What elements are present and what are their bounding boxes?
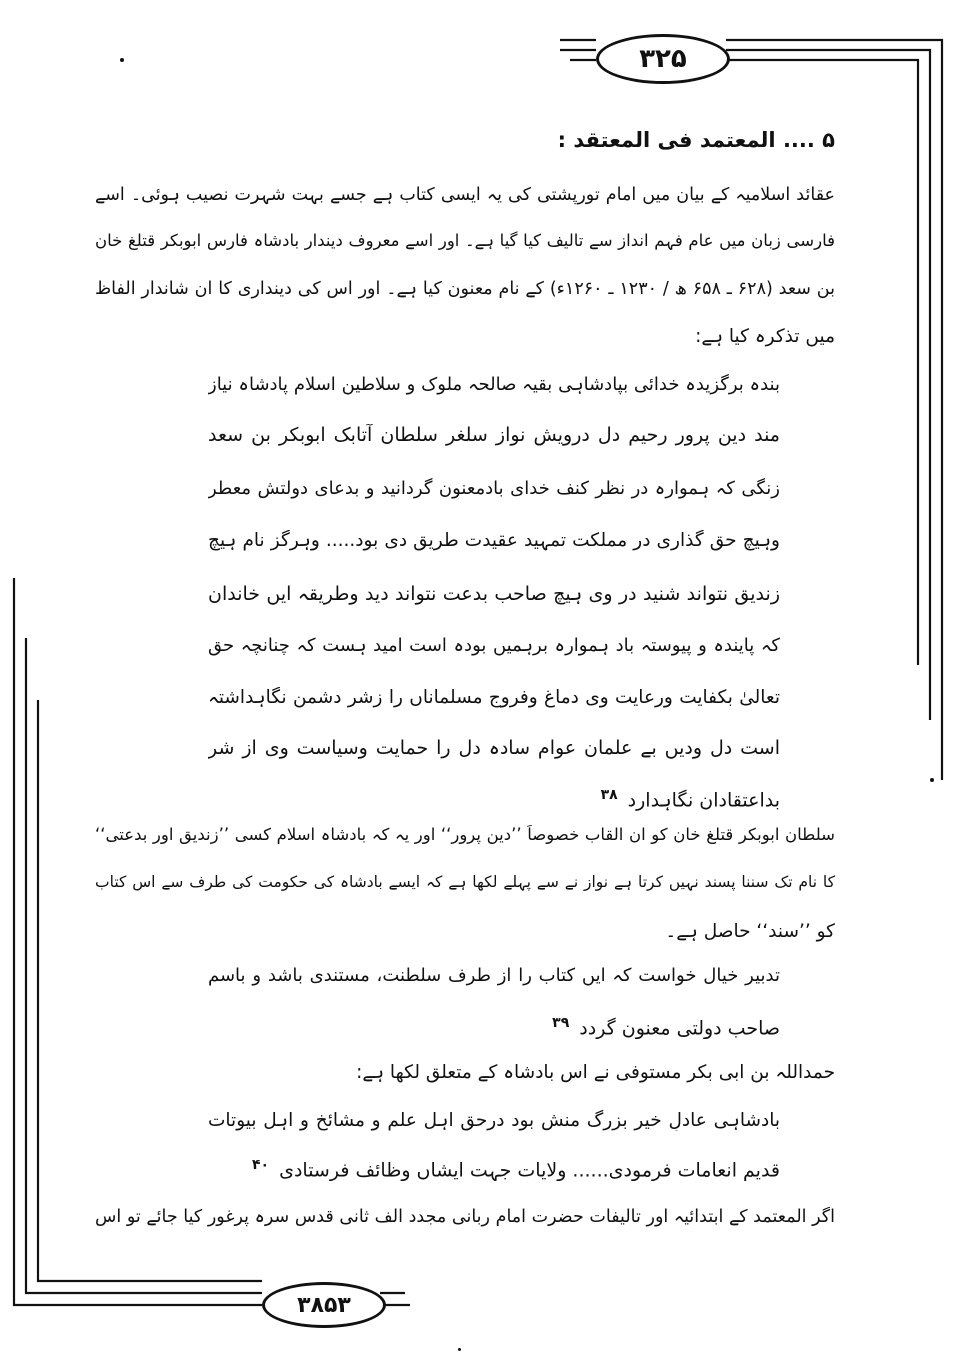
paragraph-1-line: عقائد اسلامیہ کے بیان میں امام تورپشتی کی یہ ایسی کتاب ہے جسے بہت شہرت نصیب ہوئی۔ اسے xyxy=(95,185,835,205)
footnote-ref: ۳۹ xyxy=(552,1015,570,1031)
speck xyxy=(930,778,934,782)
heading-title: المعتمد فی المعتقد : xyxy=(557,128,776,152)
quote-1-line: زندیق نتواند شنید در وی ہیچ صاحب بدعت نتواند دید وطریقہ ایں خاندان xyxy=(208,583,780,605)
quote-1-line: بندہ برگزیدہ خدائی بپادشاہی بقیہ صالحہ ملوک و سلاطین اسلام پادشاہ نیاز xyxy=(208,374,780,395)
paragraph-2-line: کو ’’سند‘‘ حاصل ہے۔ xyxy=(665,921,835,942)
paragraph-2-line: سلطان ابوبکر قتلغ خان کو ان القاب خصوصاً ’’دین پرور‘‘ اور یہ کہ بادشاہ اسلام کسی ’’زندیق اور بدعتی‘‘ xyxy=(95,825,835,844)
quote-1-line: وہیچ حق گذاری در مملکت تمہید عقیدت طریق دی بود..... وہرگز نام ہیچ xyxy=(208,530,780,551)
speck xyxy=(458,1348,461,1351)
footnote-ref: ۳۸ xyxy=(600,787,618,803)
paragraph-3-line: حمداللہ بن ابی بکر مستوفی نے اس بادشاہ کے متعلق لکھا ہے: xyxy=(356,1062,835,1083)
quote-1-end: بداعتقادان نگاہدارد xyxy=(627,789,780,812)
quote-1-line: تعالیٰ بکفایت ورعایت وی دماغ وفروج مسلماناں را زشر دشمن نگاہداشتہ xyxy=(208,687,780,708)
quote-3-end: قدیم انعامات فرمودی...... ولایات جہت ایشاں وظائف فرستادی xyxy=(279,1159,780,1182)
heading-separator: .... xyxy=(782,128,815,152)
quote-1-line xyxy=(208,787,780,811)
paragraph-1-line: فارسی زبان میں عام فہم انداز سے تالیف کیا گیا ہے۔ اور اسے معروف دیندار بادشاہ فارس ابوبکر قتلغ خان xyxy=(95,231,835,250)
quote-2-line xyxy=(208,1015,780,1039)
paragraph-1-line: میں تذکرہ کیا ہے: xyxy=(695,326,835,347)
speck xyxy=(120,58,124,62)
paragraph-4-line: اگر المعتمد کے ابتدائیہ اور تالیفات حضرت امام ربانی مجدد الف ثانی قدس سرہ پرغور کیا جائے تو اس xyxy=(95,1207,835,1227)
footnote-ref: ۴۰ xyxy=(251,1157,270,1173)
quote-2-end: صاحب دولتی معنون گردد xyxy=(579,1017,780,1040)
quote-1-line: زنگی کہ ہموارہ در نظر کنف خدای بادمعنون گردانید و بدعای دولتش معطر xyxy=(208,478,780,499)
quote-3-line xyxy=(208,1157,780,1181)
quote-1-line: است دل ودیں بے علمان عوام سادہ دل را حمایت وسیاست وی از شرِ xyxy=(208,737,780,759)
section-heading xyxy=(520,128,835,152)
quote-1-line: کہ پایندہ و پیوستہ باد ہموارہ برہمیں بودہ است امید ہست کہ چنانچہ حق xyxy=(208,635,780,656)
quote-3-line: بادشاہی عادلِ خیر بزرگ منش بود درحق اہل علم و مشائخ و اہل بیوتات xyxy=(208,1110,780,1131)
quote-1-line: مند دین پرور رحیم دل درویش نواز سلغر سلطان آتابک ابوبکر بن سعد xyxy=(208,424,780,446)
page-number-top: ۳۲۵ xyxy=(596,34,730,84)
heading-number: ۵ xyxy=(822,128,835,152)
paragraph-2-line: کا نام تک سننا پسند نہیں کرتا ہے نواز نے سے پہلے لکھا ہے کہ ایسے بادشاہ کی حکومت کی طرف سے اس کتاب xyxy=(95,873,835,891)
page-number-bottom: ۳۸۵۳ xyxy=(262,1282,386,1328)
paragraph-1-line: بن سعد (۶۲۸ ـ ۶۵۸ ھ / ۱۲۳۰ ـ ۱۲۶۰ء) کے نام معنون کیا ہے۔ اور اس کی دینداری کا ان شاندار الفاظ xyxy=(95,279,835,299)
quote-2-line: تدبیر خیال خواست کہ ایں کتاب را از طرف سلطنت، مستندی باشد و باسم xyxy=(208,965,780,986)
